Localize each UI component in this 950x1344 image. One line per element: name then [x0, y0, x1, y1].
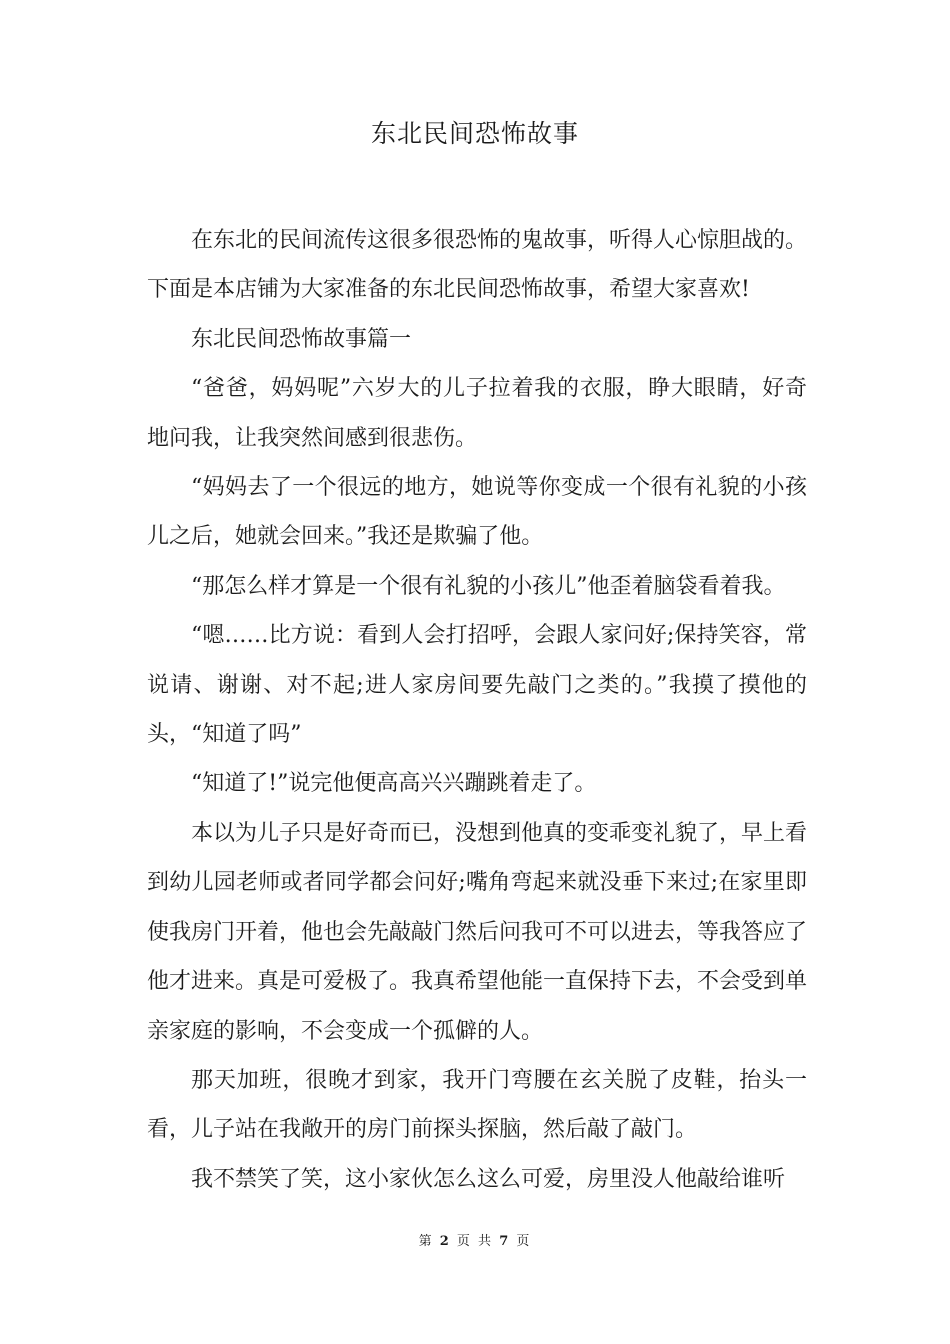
total-pages-number: 7 [499, 1234, 511, 1249]
footer-suffix: 页 [516, 1234, 532, 1249]
paragraph: “爸爸，妈妈呢”六岁大的儿子拉着我的衣服，睁大眼睛，好奇地问我，让我突然间感到很悲伤。 [147, 376, 807, 451]
paragraph-intro: 在东北的民间流传这很多很恐怖的鬼故事，听得人心惊胆战的。下面是本店铺为大家准备的东北民间恐怖故事，希望大家喜欢! [147, 228, 808, 303]
current-page-number: 2 [439, 1234, 451, 1249]
paragraph: “那怎么样才算是一个很有礼貌的小孩儿”他歪着脑袋看着我。 [191, 573, 786, 599]
document-body [147, 216, 807, 1204]
paragraph: 我不禁笑了笑，这小家伙怎么这么可爱，房里没人他敲给谁听 [191, 1166, 786, 1192]
page-footer [0, 1233, 950, 1251]
paragraph: “嗯……比方说：看到人会打招呼，会跟人家问好;保持笑容，常说请、谢谢、对不起;进人家房间要先敲门之类的。”我摸了摸他的头，“知道了吗” [147, 623, 807, 748]
footer-middle: 页 共 [456, 1234, 494, 1249]
section-heading: 东北民间恐怖故事篇一 [191, 326, 412, 352]
footer-prefix: 第 [418, 1234, 434, 1249]
paragraph: “妈妈去了一个很远的地方，她说等你变成一个很有礼貌的小孩儿之后，她就会回来。”我还是欺骗了他。 [147, 475, 807, 550]
document-title: 东北民间恐怖故事 [370, 119, 579, 148]
paragraph: “知道了!”说完他便高高兴兴蹦跳着走了。 [191, 771, 597, 797]
paragraph: 那天加班，很晚才到家，我开门弯腰在玄关脱了皮鞋，抬头一看，儿子站在我敞开的房门前探头探脑，然后敲了敲门。 [147, 1067, 807, 1143]
paragraph: 本以为儿子只是好奇而已，没想到他真的变乖变礼貌了，早上看到幼儿园老师或者同学都会问好;嘴角弯起来就没垂下来过;在家里即使我房门开着，他也会先敲敲门然后问我可不可以进去，等我答应了他才进来。真是可爱极了。我真希望他能一直保持下去，不会受到单亲家庭的影响，不会变成一个孤僻的人。 [147, 820, 808, 1044]
